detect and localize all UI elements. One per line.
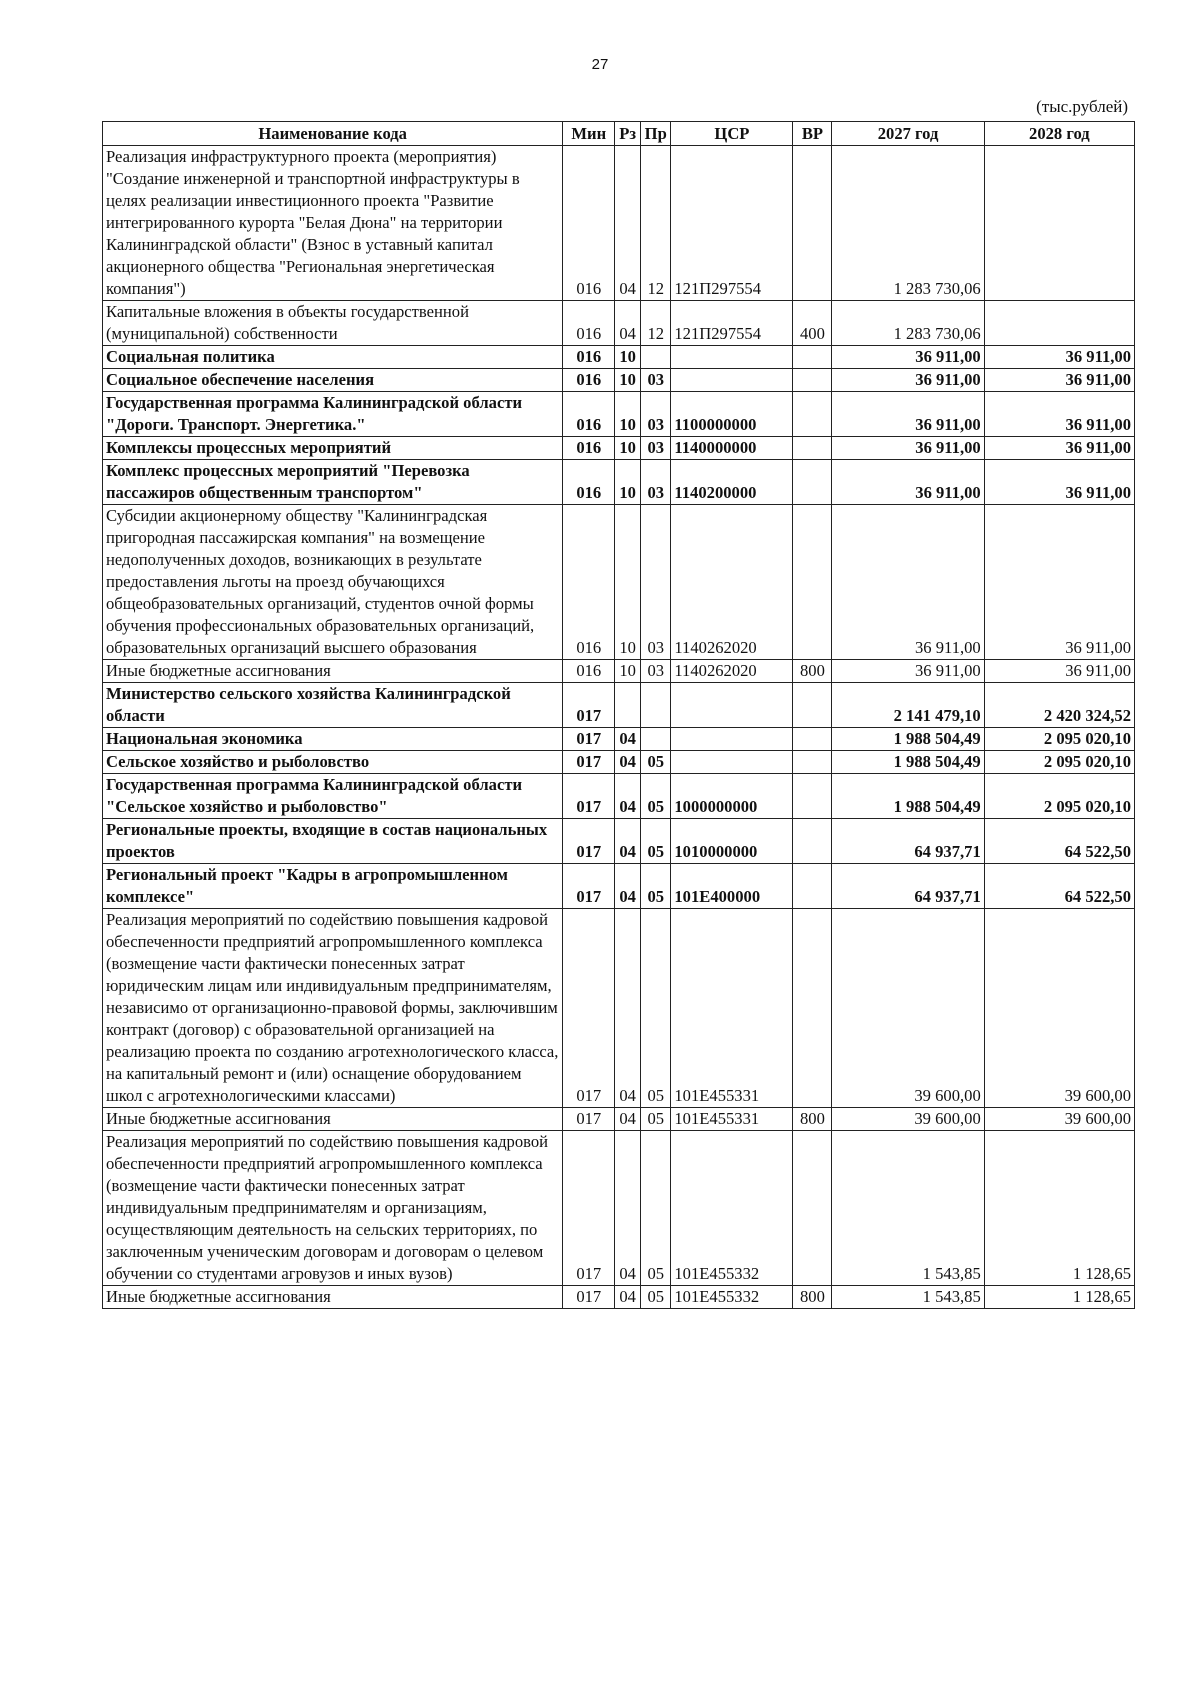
table-row [103,369,1135,392]
cell-rz: 04 [615,774,641,819]
cell-2028: 36 911,00 [984,369,1134,392]
cell-min: 016 [563,660,615,683]
cell-vr [793,437,832,460]
cell-rz: 04 [615,1131,641,1286]
cell-2028: 2 420 324,52 [984,683,1134,728]
table-row [103,660,1135,683]
cell-2027: 36 911,00 [832,460,984,505]
cell-rz: 10 [615,437,641,460]
cell-2027: 1 988 504,49 [832,728,984,751]
table-row [103,909,1135,1108]
cell-name: Комплекс процессных мероприятий "Перевозка пассажиров общественным транспортом" [103,460,563,505]
cell-name: Сельское хозяйство и рыболовство [103,751,563,774]
table-row [103,819,1135,864]
cell-2028: 39 600,00 [984,1108,1134,1131]
cell-name: Региональный проект "Кадры в агропромышленном комплексе" [103,864,563,909]
cell-pr: 05 [641,1286,671,1309]
cell-rz: 04 [615,864,641,909]
cell-csr: 101E455331 [671,909,793,1108]
cell-csr: 1010000000 [671,819,793,864]
header-2028: 2028 год [984,122,1134,146]
cell-rz: 10 [615,392,641,437]
cell-vr [793,728,832,751]
cell-2028: 64 522,50 [984,864,1134,909]
cell-vr [793,505,832,660]
table-row [103,751,1135,774]
cell-2028: 36 911,00 [984,346,1134,369]
table-row [103,1108,1135,1131]
cell-pr: 12 [641,301,671,346]
cell-name: Иные бюджетные ассигнования [103,1108,563,1131]
cell-min: 017 [563,683,615,728]
cell-vr: 800 [793,660,832,683]
cell-2027: 1 283 730,06 [832,301,984,346]
cell-name: Министерство сельского хозяйства Калининградской области [103,683,563,728]
cell-2027: 36 911,00 [832,505,984,660]
cell-rz [615,683,641,728]
cell-pr: 03 [641,369,671,392]
cell-name: Социальное обеспечение населения [103,369,563,392]
cell-2027: 36 911,00 [832,437,984,460]
cell-rz: 04 [615,146,641,301]
cell-csr: 101E455332 [671,1286,793,1309]
table-row [103,346,1135,369]
table-row [103,146,1135,301]
cell-min: 017 [563,819,615,864]
cell-vr [793,392,832,437]
cell-2027: 36 911,00 [832,660,984,683]
cell-2028: 2 095 020,10 [984,774,1134,819]
cell-pr [641,346,671,369]
cell-min: 017 [563,1108,615,1131]
table-row [103,864,1135,909]
cell-2027: 36 911,00 [832,369,984,392]
cell-vr [793,683,832,728]
cell-vr: 400 [793,301,832,346]
cell-min: 016 [563,460,615,505]
cell-rz: 04 [615,728,641,751]
header-min: Мин [563,122,615,146]
cell-pr: 12 [641,146,671,301]
cell-csr: 101E455332 [671,1131,793,1286]
cell-2027: 39 600,00 [832,1108,984,1131]
table-row [103,1131,1135,1286]
cell-2028: 2 095 020,10 [984,751,1134,774]
cell-2027: 64 937,71 [832,819,984,864]
cell-min: 017 [563,1131,615,1286]
cell-rz: 04 [615,909,641,1108]
table-row [103,683,1135,728]
cell-vr: 800 [793,1108,832,1131]
cell-2027: 1 543,85 [832,1131,984,1286]
table-row [103,437,1135,460]
cell-2028: 1 128,65 [984,1131,1134,1286]
cell-vr [793,369,832,392]
cell-name: Национальная экономика [103,728,563,751]
cell-2028: 36 911,00 [984,392,1134,437]
cell-min: 017 [563,909,615,1108]
cell-csr: 121П297554 [671,301,793,346]
cell-pr: 03 [641,460,671,505]
cell-2027: 1 988 504,49 [832,774,984,819]
header-pr: Пр [641,122,671,146]
cell-2028: 64 522,50 [984,819,1134,864]
cell-csr: 101E400000 [671,864,793,909]
units-label: (тыс.рублей) [1036,97,1128,116]
cell-pr: 03 [641,392,671,437]
table-row [103,728,1135,751]
cell-name: Иные бюджетные ассигнования [103,660,563,683]
cell-vr [793,864,832,909]
header-name: Наименование кода [103,122,563,146]
cell-2028: 36 911,00 [984,437,1134,460]
cell-name: Государственная программа Калининградской области "Сельское хозяйство и рыболовство" [103,774,563,819]
cell-name: Социальная политика [103,346,563,369]
table-row [103,1286,1135,1309]
cell-2028: 2 095 020,10 [984,728,1134,751]
cell-min: 017 [563,751,615,774]
page-number: 27 [591,56,609,73]
cell-pr [641,728,671,751]
budget-table [102,121,1135,1309]
cell-name: Иные бюджетные ассигнования [103,1286,563,1309]
cell-csr: 1100000000 [671,392,793,437]
cell-2028: 1 128,65 [984,1286,1134,1309]
cell-rz: 04 [615,1108,641,1131]
header-csr: ЦСР [671,122,793,146]
table-row [103,505,1135,660]
cell-2028: 36 911,00 [984,505,1134,660]
header-rz: Рз [615,122,641,146]
cell-vr [793,346,832,369]
cell-rz: 04 [615,301,641,346]
cell-rz: 10 [615,505,641,660]
cell-2027: 1 543,85 [832,1286,984,1309]
table-body [103,146,1135,1309]
cell-name: Реализация мероприятий по содействию повышения кадровой обеспеченности предприятий агропромышленного комплекса (возмещение части фактически понесенных затрат юридическим лицам или индивидуальным предпринимателям, независимо от организационно-правовой формы, заключившим контракт (договор) с образовательной организацией на реализацию проекта по созданию агротехнологического класса, на капитальный ремонт и (или) оснащение оборудованием школ с агротехнологическими классами) [103,909,563,1108]
cell-csr: 121П297554 [671,146,793,301]
cell-min: 017 [563,728,615,751]
cell-pr: 05 [641,774,671,819]
cell-2028: 39 600,00 [984,909,1134,1108]
cell-pr [641,683,671,728]
cell-rz: 10 [615,660,641,683]
cell-rz: 04 [615,819,641,864]
cell-vr [793,751,832,774]
cell-rz: 04 [615,751,641,774]
cell-name: Региональные проекты, входящие в состав национальных проектов [103,819,563,864]
cell-name: Капитальные вложения в объекты государственной (муниципальной) собственности [103,301,563,346]
cell-rz: 10 [615,460,641,505]
cell-min: 017 [563,1286,615,1309]
cell-csr [671,683,793,728]
cell-name: Реализация мероприятий по содействию повышения кадровой обеспеченности предприятий агропромышленного комплекса (возмещение части фактически понесенных затрат индивидуальным предпринимателям и организациям, осуществляющим деятельность на сельских территориях, по заключенным ученическим договорам и договорам о целевом обучении со студентами агровузов и иных вузов) [103,1131,563,1286]
cell-2028: 36 911,00 [984,460,1134,505]
cell-csr [671,728,793,751]
cell-min: 016 [563,146,615,301]
cell-csr [671,751,793,774]
cell-name: Реализация инфраструктурного проекта (мероприятия) "Создание инженерной и транспортной инфраструктуры в целях реализации инвестиционного проекта "Развитие интегрированного курорта "Белая Дюна" на территории Калининградской области" (Взнос в уставный капитал акционерного общества "Региональная энергетическая компания") [103,146,563,301]
cell-vr [793,1131,832,1286]
cell-csr: 1140000000 [671,437,793,460]
cell-rz: 10 [615,346,641,369]
cell-2028 [984,146,1134,301]
cell-2027: 64 937,71 [832,864,984,909]
cell-2027: 39 600,00 [832,909,984,1108]
cell-name: Государственная программа Калининградской области "Дороги. Транспорт. Энергетика." [103,392,563,437]
cell-min: 016 [563,301,615,346]
cell-pr: 03 [641,505,671,660]
cell-min: 016 [563,437,615,460]
cell-2028 [984,301,1134,346]
cell-pr: 03 [641,660,671,683]
header-vr: ВР [793,122,832,146]
header-2027: 2027 год [832,122,984,146]
cell-csr: 1140200000 [671,460,793,505]
cell-csr: 1140262020 [671,660,793,683]
cell-csr: 1000000000 [671,774,793,819]
cell-name: Комплексы процессных мероприятий [103,437,563,460]
cell-csr: 1140262020 [671,505,793,660]
cell-pr: 05 [641,864,671,909]
cell-min: 016 [563,346,615,369]
cell-csr [671,346,793,369]
cell-pr: 05 [641,1108,671,1131]
cell-2027: 36 911,00 [832,346,984,369]
cell-2027: 2 141 479,10 [832,683,984,728]
cell-pr: 05 [641,909,671,1108]
cell-csr: 101E455331 [671,1108,793,1131]
cell-min: 017 [563,864,615,909]
cell-min: 017 [563,774,615,819]
cell-pr: 05 [641,819,671,864]
cell-pr: 05 [641,1131,671,1286]
cell-rz: 10 [615,369,641,392]
cell-vr [793,146,832,301]
cell-vr [793,819,832,864]
table-row [103,774,1135,819]
table-row [103,392,1135,437]
cell-vr: 800 [793,1286,832,1309]
table-row [103,460,1135,505]
cell-rz: 04 [615,1286,641,1309]
table-header-row [103,122,1135,146]
cell-pr: 05 [641,751,671,774]
cell-csr [671,369,793,392]
cell-2027: 36 911,00 [832,392,984,437]
cell-2028: 36 911,00 [984,660,1134,683]
cell-vr [793,774,832,819]
cell-vr [793,460,832,505]
cell-min: 016 [563,369,615,392]
cell-min: 016 [563,505,615,660]
table-row [103,301,1135,346]
cell-name: Субсидии акционерному обществу "Калининградская пригородная пассажирская компания" на возмещение недополученных доходов, возникающих в результате предоставления льготы на проезд обучающихся общеобразовательных организаций, студентов очной формы обучения профессиональных образовательных организаций, образовательных организаций высшего образования [103,505,563,660]
cell-pr: 03 [641,437,671,460]
cell-2027: 1 283 730,06 [832,146,984,301]
cell-vr [793,909,832,1108]
cell-min: 016 [563,392,615,437]
cell-2027: 1 988 504,49 [832,751,984,774]
